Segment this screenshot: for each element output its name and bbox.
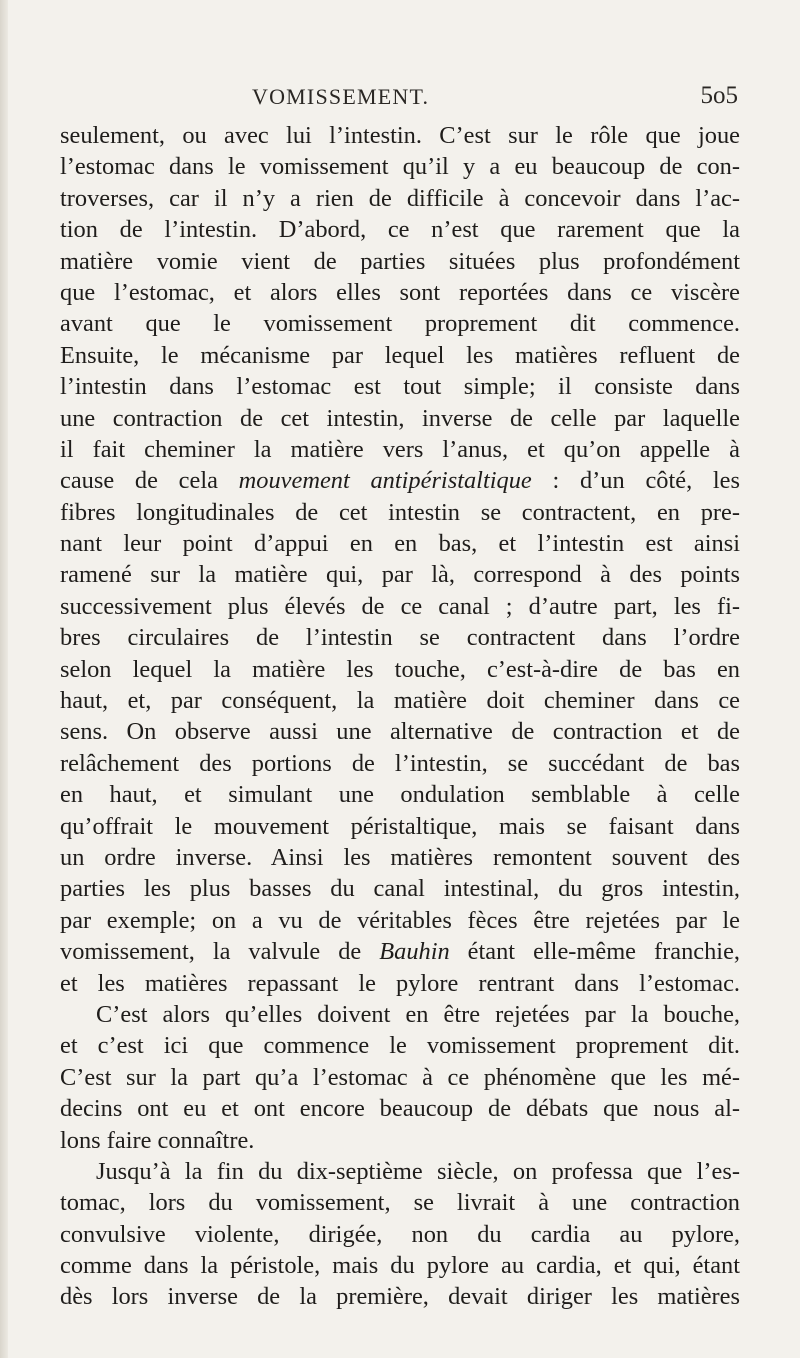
text-line: en haut, et simulant une ondulation semblable à celle xyxy=(60,781,740,809)
text-line: et les matières repassant le pylore rentrant dans l’estomac. xyxy=(60,969,740,997)
text-line: nant leur point d’appui en en bas, et l’intestin est ainsi xyxy=(60,530,740,558)
text-line xyxy=(60,936,740,967)
text-line: tion de l’intestin. D’abord, ce n’est que rarement que la xyxy=(60,216,740,244)
text-line: un ordre inverse. Ainsi les matières remontent souvent des xyxy=(60,843,740,871)
text-line: matière vomie vient de parties situées plus profondément xyxy=(60,247,740,275)
text-line: tomac, lors du vomissement, se livrait à une contraction xyxy=(60,1189,740,1217)
text-line: successivement plus élevés de ce canal ; d’autre part, les fi- xyxy=(60,592,740,620)
text-line: C’est alors qu’elles doivent en être rejetées par la bouche, xyxy=(96,1000,740,1028)
text-segment: : d’un côté, les xyxy=(531,467,740,495)
text-line: relâchement des portions de l’intestin, se succédant de bas xyxy=(60,749,740,777)
text-line: que l’estomac, et alors elles sont reportées dans ce viscère xyxy=(60,278,740,306)
text-line: selon lequel la matière les touche, c’est-à-dire de bas en xyxy=(60,655,740,683)
text-line: Jusqu’à la fin du dix-septième siècle, on professa que l’es- xyxy=(96,1157,740,1185)
italic-term: mouvement antipéristaltique xyxy=(238,467,532,495)
text-line: qu’offrait le mouvement péristaltique, mais se faisant dans xyxy=(60,812,740,840)
text-line: il fait cheminer la matière vers l’anus, et qu’on appelle à xyxy=(60,435,740,463)
text-segment: étant elle-même franchie, xyxy=(449,938,740,966)
text-line: convulsive violente, dirigée, non du cardia au pylore, xyxy=(60,1220,740,1248)
text-line: parties les plus basses du canal intestinal, du gros intestin, xyxy=(60,875,740,903)
running-head: VOMISSEMENT. xyxy=(252,84,430,109)
text-line: comme dans la péristole, mais du pylore au cardia, et qui, étant xyxy=(60,1252,740,1280)
page-binding-edge xyxy=(0,0,8,1358)
page-header xyxy=(100,84,740,114)
text-line xyxy=(60,465,740,496)
text-line: l’intestin dans l’estomac est tout simple; il consiste dans xyxy=(60,373,740,401)
text-line: et c’est ici que commence le vomissement proprement dit. xyxy=(60,1032,740,1060)
text-line: ramené sur la matière qui, par là, correspond à des points xyxy=(60,561,740,589)
text-line: Ensuite, le mécanisme par lequel les matières refluent de xyxy=(60,341,740,369)
text-line: haut, et, par conséquent, la matière doit cheminer dans ce xyxy=(60,687,740,715)
text-line: seulement, ou avec lui l’intestin. C’est sur le rôle que joue xyxy=(60,122,740,149)
text-line: decins ont eu et ont encore beaucoup de débats que nous al- xyxy=(60,1095,740,1123)
text-line: dès lors inverse de la première, devait diriger les matières xyxy=(60,1283,740,1311)
text-line: par exemple; on a vu de véritables fèces être rejetées par le xyxy=(60,906,740,934)
text-line: l’estomac dans le vomissement qu’il y a eu beaucoup de con- xyxy=(60,153,740,181)
text-line: une contraction de cet intestin, inverse de celle par laquelle xyxy=(60,404,740,432)
body-text xyxy=(60,120,740,1313)
text-segment: cause de cela xyxy=(60,467,239,495)
text-line: bres circulaires de l’intestin se contractent dans l’ordre xyxy=(60,624,740,652)
page-number: 5o5 xyxy=(700,82,738,109)
text-line: fibres longitudinales de cet intestin se contractent, en pre- xyxy=(60,498,740,526)
text-line: avant que le vomissement proprement dit commence. xyxy=(60,310,740,338)
text-line: troverses, car il n’y a rien de difficile à concevoir dans l’ac- xyxy=(60,184,740,212)
text-line: lons faire connaître. xyxy=(60,1126,255,1154)
text-line: C’est sur la part qu’a l’estomac à ce phénomène que les mé- xyxy=(60,1063,740,1091)
text-segment: vomissement, la valvule de xyxy=(60,938,380,966)
italic-term: Bauhin xyxy=(379,938,450,966)
text-line: sens. On observe aussi une alternative de contraction et de xyxy=(60,718,740,746)
